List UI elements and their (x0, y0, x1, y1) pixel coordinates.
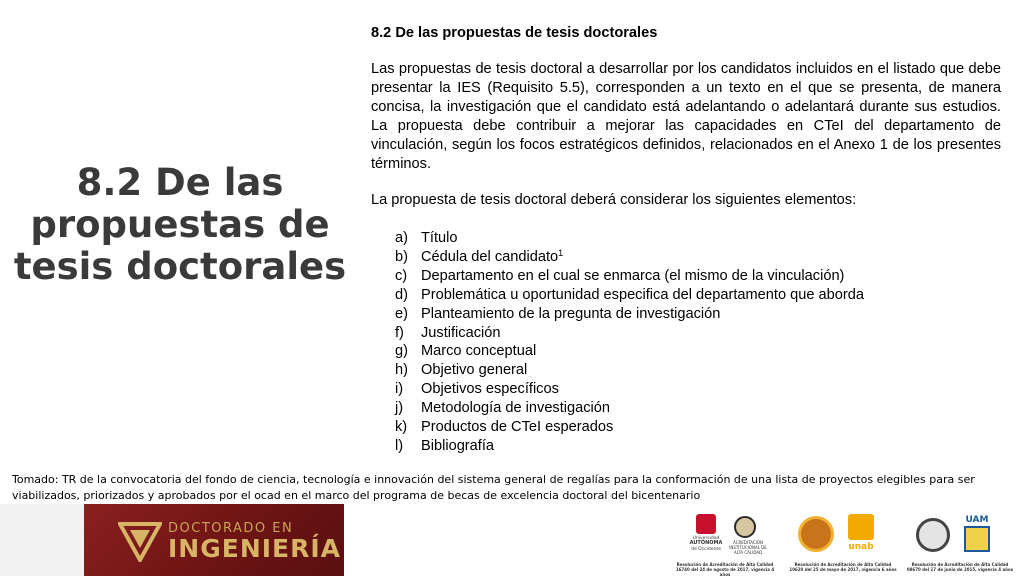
list-item: f) Justificación (395, 324, 501, 341)
banner-line-1: DOCTORADO EN (168, 521, 294, 536)
content-panel (371, 24, 1001, 456)
uao-logo: Universidad AUTÓNOMA de Occidente (684, 514, 728, 556)
list-item: i) Objetivos específicos (395, 381, 559, 398)
uam-caption: Resolución de Acreditación de Alta Calidad 08670 del 17 de junio de 2015, vigencia 4 años (906, 562, 1014, 572)
list-item: a) Título (395, 230, 458, 246)
uao-caption: Resolución de Acreditación de Alta Calidad 16740 del 24 de agosto de 2017, vigencia 4 años (675, 562, 775, 576)
uao-emblem-icon (696, 514, 716, 534)
accreditation-label: ACREDITACIÓN INSTITUCIONAL DE ALTA CALIDAD (729, 540, 767, 555)
source-footnote: Tomado: TR de la convocatoria del fondo de ciencia, tecnología e innovación del sistema general de regalías para la conformación de una lista de proyectos elegibles para ser viabilizados, priorizados y aprobados por el ocad en el marco del programa de becas de excelencia doctoral del bicentenario (12, 473, 975, 502)
list-item: g) Marco conceptual (395, 343, 537, 360)
accreditation-seal-icon (734, 516, 756, 538)
uam-seal-icon (916, 518, 950, 552)
list-item: b) Cédula del candidato$^1$ (395, 247, 564, 265)
section-heading: 8.2 De las propuestas de tesis doctorales (371, 25, 658, 41)
slide-title: 8.2 De las propuestas de tesis doctorales (13, 161, 347, 288)
partner-logos (670, 512, 1020, 576)
program-banner (84, 504, 344, 576)
list-item: e) Planteamiento de la pregunta de investigación (395, 305, 721, 322)
list-item: j) Metodología de investigación (395, 400, 611, 417)
uam-name: UAM (965, 515, 989, 525)
unab-logo-icon (848, 514, 874, 540)
elements-intro-paragraph: La propuesta de tesis doctoral deberá considerar los siguientes elementos: (371, 192, 857, 208)
unab-caption: Resolución de Acreditación de Alta Calidad 10620 del 25 de mayo de 2017, vigencia 6 años (789, 562, 897, 572)
unab-seal-icon (798, 516, 834, 552)
list-item: l) Bibliografía (395, 437, 495, 454)
list-item: c) Departamento en el cual se enmarca (el mismo de la vinculación) (395, 267, 845, 284)
list-item: h) Objetivo general (395, 362, 528, 379)
unab-name: unab (848, 542, 874, 552)
intro-paragraph: Las propuestas de tesis doctoral a desarrollar por los candidatos incluidos en el listado que debe presentar la IES (Requisito 5.5), corresponden a un texto en el que se presenta, de manera concisa, la investigación que el candidato está adelantando o adelantará durante sus estudios. La propuesta debe contribuir a mejorar las capacidades en CTeI del departamento de vinculación, según los focos estratégicos definidos, relacionados en el Anexo 1 de los presentes términos. (371, 61, 1001, 172)
footnote-reference: 1 (558, 247, 564, 258)
banner-line-2: INGENIERÍA (168, 534, 342, 563)
list-item: k) Productos de CTeI esperados (395, 419, 614, 436)
program-logo-icon (118, 520, 162, 562)
required-elements-list (371, 229, 1001, 456)
list-item: d) Problemática u oportunidad especifica del departamento que aborda (395, 286, 864, 303)
uam-emblem-icon (964, 526, 990, 552)
banner-left-strip (0, 504, 84, 576)
